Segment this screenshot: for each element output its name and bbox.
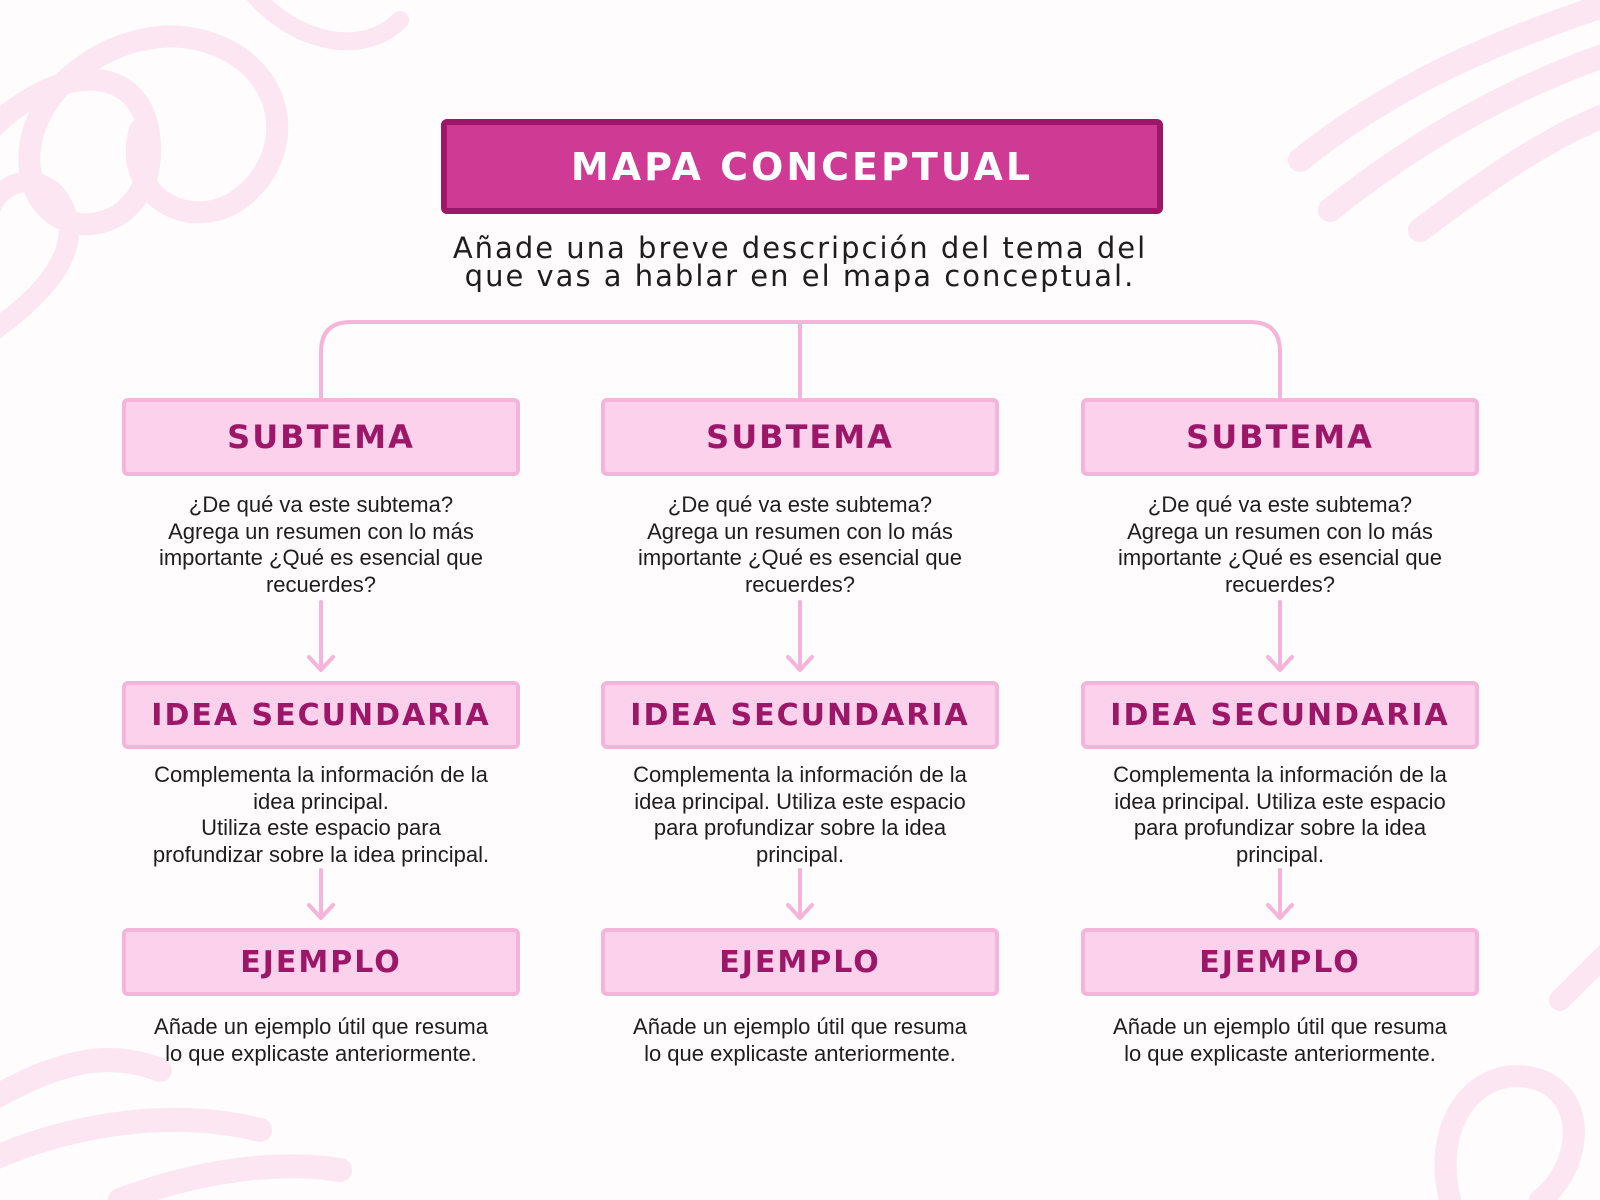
- secondary-idea-box: [1081, 681, 1479, 749]
- example-description-line: lo que explicaste anteriormente.: [1124, 1040, 1436, 1066]
- secondary-idea-description-line: principal.: [1235, 841, 1325, 867]
- subtopic-description-line: Agrega un resumen con lo más: [1127, 518, 1433, 544]
- subtopic-box: [122, 398, 520, 476]
- subtopic-description-line: ¿De qué va este subtema?: [1147, 492, 1413, 517]
- subtopic-description-line: recuerdes?: [744, 571, 856, 597]
- example-label: EJEMPLO: [719, 944, 881, 980]
- example-box: [122, 928, 520, 996]
- secondary-idea-description-line: principal.: [755, 841, 845, 867]
- secondary-idea-description-line: Utiliza este espacio para: [201, 815, 441, 840]
- main-title: MAPA CONCEPTUAL: [570, 144, 1034, 189]
- subtopic-description-line: Agrega un resumen con lo más: [647, 518, 953, 544]
- subtopic-description: [1073, 492, 1487, 598]
- main-title-box: [441, 119, 1163, 214]
- subtopic-description-line: ¿De qué va este subtema?: [667, 492, 933, 517]
- subtopic-description: [593, 492, 1007, 598]
- subtopic-description: [114, 492, 528, 598]
- topic-description-line: que vas a hablar en el mapa conceptual.: [464, 259, 1136, 293]
- subtopic-description-line: importante ¿Qué es esencial que: [158, 545, 484, 570]
- secondary-idea-description-line: Complementa la información de la: [633, 762, 967, 787]
- secondary-idea-label: IDEA SECUNDARIA: [630, 697, 970, 733]
- secondary-idea-description: [114, 762, 528, 868]
- subtopic-label: SUBTEMA: [227, 418, 415, 456]
- arrow-subtopic-to-secondary-3: [1268, 602, 1292, 670]
- subtopic-box: [1081, 398, 1479, 476]
- secondary-idea-label: IDEA SECUNDARIA: [151, 697, 491, 733]
- example-description-line: lo que explicaste anteriormente.: [644, 1040, 956, 1066]
- secondary-idea-description-line: idea principal. Utiliza este espacio: [1114, 788, 1446, 814]
- subtopic-label: SUBTEMA: [706, 418, 894, 456]
- secondary-idea-description-line: Complementa la información de la: [1113, 762, 1447, 787]
- secondary-idea-description: [1073, 762, 1487, 868]
- secondary-idea-description-line: idea principal. Utiliza este espacio: [634, 788, 966, 814]
- topic-description-line: Añade una breve descripción del tema del: [452, 231, 1148, 265]
- example-label: EJEMPLO: [240, 944, 402, 980]
- secondary-idea-description-line: profundizar sobre la idea principal.: [152, 841, 490, 867]
- subtopic-description-line: ¿De qué va este subtema?: [188, 492, 454, 517]
- arrow-secondary-to-example-3: [1268, 870, 1292, 918]
- subtopic-description-line: Agrega un resumen con lo más: [168, 518, 474, 544]
- arrow-secondary-to-example-1: [309, 870, 333, 918]
- secondary-idea-description: [593, 762, 1007, 868]
- example-label: EJEMPLO: [1199, 944, 1361, 980]
- secondary-idea-box: [601, 681, 999, 749]
- example-description-line: Añade un ejemplo útil que resuma: [1113, 1014, 1447, 1039]
- topic-description: [430, 231, 1170, 293]
- secondary-idea-box: [122, 681, 520, 749]
- example-description: [1073, 1014, 1487, 1067]
- subtopic-box: [601, 398, 999, 476]
- example-description-line: lo que explicaste anteriormente.: [165, 1040, 477, 1066]
- secondary-idea-description-line: para profundizar sobre la idea: [1133, 815, 1427, 840]
- subtopic-label: SUBTEMA: [1186, 418, 1374, 456]
- example-description: [114, 1014, 528, 1067]
- example-box: [601, 928, 999, 996]
- example-description: [593, 1014, 1007, 1067]
- subtopic-description-line: recuerdes?: [265, 571, 377, 597]
- secondary-idea-description-line: para profundizar sobre la idea: [653, 815, 947, 840]
- secondary-idea-label: IDEA SECUNDARIA: [1110, 697, 1450, 733]
- subtopic-description-line: recuerdes?: [1224, 571, 1336, 597]
- arrow-subtopic-to-secondary-2: [788, 602, 812, 670]
- example-description-line: Añade un ejemplo útil que resuma: [154, 1014, 488, 1039]
- secondary-idea-description-line: Complementa la información de la: [154, 762, 488, 787]
- secondary-idea-description-line: idea principal.: [253, 788, 389, 814]
- example-description-line: Añade un ejemplo útil que resuma: [633, 1014, 967, 1039]
- arrow-subtopic-to-secondary-1: [309, 602, 333, 670]
- subtopic-description-line: importante ¿Qué es esencial que: [1117, 545, 1443, 570]
- subtopic-description-line: importante ¿Qué es esencial que: [637, 545, 963, 570]
- arrow-secondary-to-example-2: [788, 870, 812, 918]
- example-box: [1081, 928, 1479, 996]
